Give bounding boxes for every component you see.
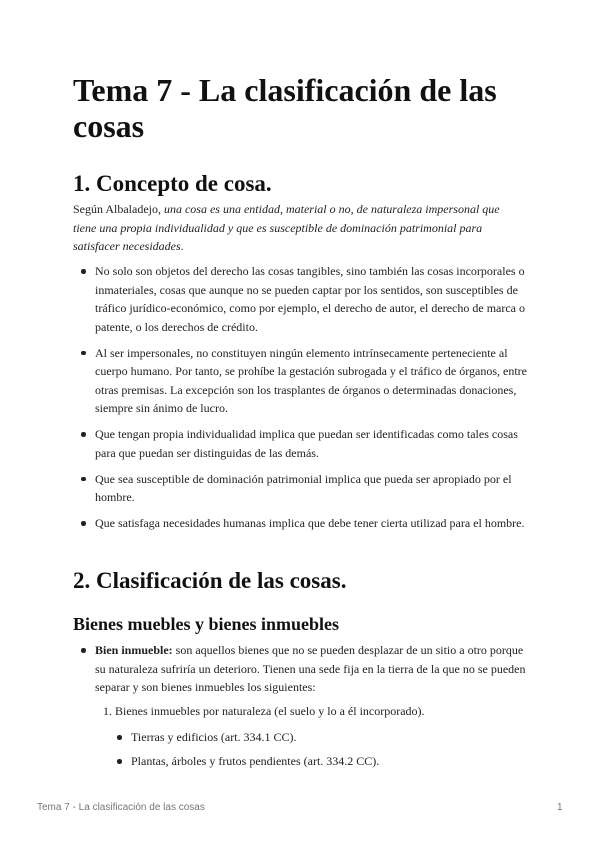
list-item: Al ser impersonales, no constituyen ningún elemento intrínsecamente perteneciente al cuerpo humano. Por tanto, se prohíbe la gestación subrogada y el tráfico de órganos, entre otras premisas. La excepción son los trasplantes de órganos o determinadas donaciones, siempre sin ánimo de lucro.	[73, 344, 533, 418]
term-bold: Bien inmueble:	[95, 643, 173, 657]
intro-plain: Según Albaladejo,	[73, 202, 164, 216]
section-1-heading: 1. Concepto de cosa.	[73, 171, 272, 196]
section-1-intro	[73, 200, 513, 256]
list-item: Tierras y edificios (art. 334.1 CC).	[109, 728, 529, 747]
section-2-heading: 2. Clasificación de las cosas.	[73, 568, 347, 593]
list-item: No solo son objetos del derecho las cosas tangibles, sino también las cosas incorporales o inmateriales, cosas que aunque no se pueden captar por los sentidos, son susceptibles de tráfico jurídico-económico, como por ejemplo, el derecho de autor, el derecho de marca o patente, o los derechos de crédito.	[73, 262, 533, 336]
page-title: Tema 7 - La clasificación de las cosas	[73, 72, 497, 144]
page-number: 1	[557, 802, 563, 813]
list-item: Que satisfaga necesidades humanas implica que debe tener cierta utilizad para el hombre.	[73, 514, 533, 533]
bullet-dot-icon	[81, 521, 86, 526]
section-2-bullet-list	[73, 641, 533, 704]
list-item: Que sea susceptible de dominación patrimonial implica que pueda ser apropiado por el hombre.	[73, 470, 533, 507]
ordered-item-text: Bienes inmuebles por naturaleza (el suelo y lo a él incorporado).	[115, 704, 425, 718]
bullet-dot-icon	[81, 269, 86, 274]
bullet-dot-icon	[117, 735, 122, 740]
footer-title: Tema 7 - La clasificación de las cosas	[37, 802, 205, 813]
list-item: Bien inmueble: son aquellos bienes que no se pueden desplazar de un sitio a otro porque su naturaleza sufriría un deterioro. Tienen una sede fija en la tierra de la que no se pueden separar y son bienes inmuebles los siguientes:	[73, 641, 533, 697]
nested-bullet-list	[109, 728, 529, 778]
bullet-dot-icon	[81, 351, 86, 356]
list-item: Plantas, árboles y frutos pendientes (art. 334.2 CC).	[109, 752, 529, 771]
section-2-subheading: Bienes muebles y bienes inmuebles	[73, 614, 340, 634]
bullet-dot-icon	[81, 432, 86, 437]
bullet-dot-icon	[81, 477, 86, 482]
list-item: Que tengan propia individualidad implica que puedan ser identificadas como tales cosas para que puedan ser distinguidas de las demás.	[73, 425, 533, 462]
ordered-item-number: 1.	[103, 704, 112, 718]
bullet-dot-icon	[81, 648, 86, 653]
intro-end: .	[180, 239, 184, 253]
ordered-item	[103, 702, 533, 721]
bullet-dot-icon	[117, 759, 122, 764]
intro-italic: una cosa es una entidad, material o no, de naturaleza impersonal que tiene una propia individualidad y que es susceptible de dominación patrimonial para satisfacer necesidades	[73, 202, 500, 253]
section-1-bullet-list	[73, 262, 533, 540]
